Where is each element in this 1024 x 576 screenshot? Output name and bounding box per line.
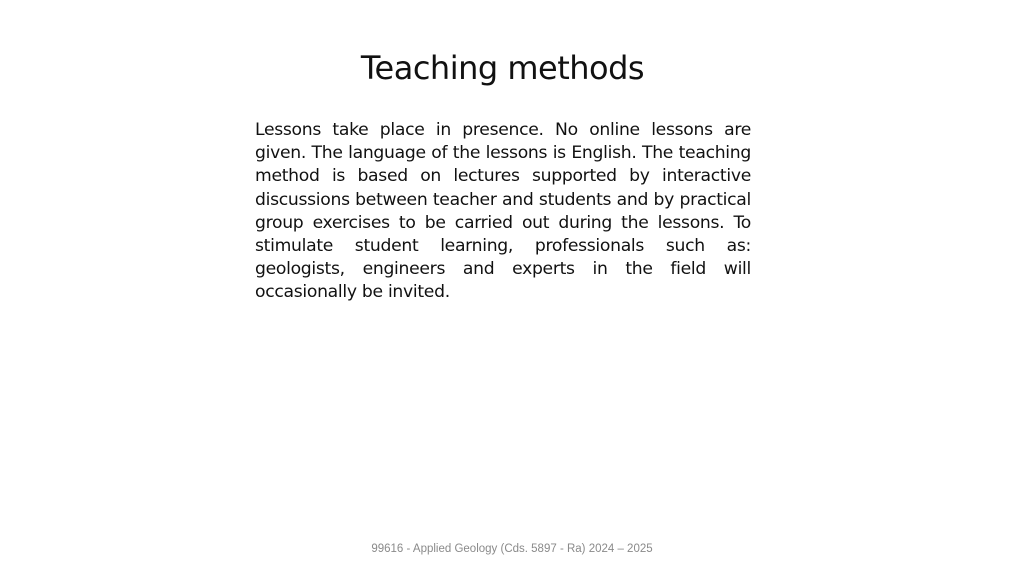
slide-body-text: Lessons take place in presence. No online lessons are given. The language of the lessons is English. The teaching method is based on lectures supported by interactive discussions between teacher and students and by practical group exercises to be carried out during the lessons. To stimulate student learning, professionals such as: geologists, engineers and experts in the field will occasionally be invited. [255, 120, 751, 303]
slide-footer: 99616 - Applied Geology (Cds. 5897 - Ra) 2024 – 2025 [371, 543, 653, 555]
slide-title: Teaching methods [360, 49, 645, 87]
